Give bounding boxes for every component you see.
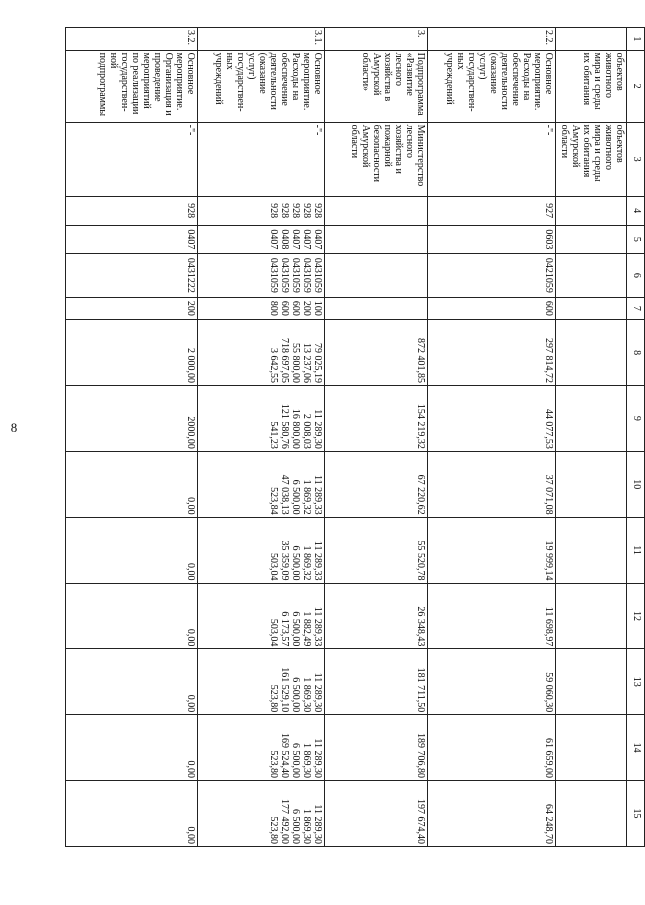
table-cell-col-6 <box>324 254 427 297</box>
table-cell-col-9: 154 219,32 <box>324 385 427 451</box>
table-cell-col-12: 11 289,33 1 882,49 6 500,00 6 173,57 503,04 <box>198 583 324 649</box>
table-cell-col-6: 0431222 <box>66 254 198 297</box>
table-cell-col-7 <box>556 297 627 320</box>
table-cell-col-8: 297 814,72 <box>427 320 555 386</box>
table-cell-col-5: 0603 <box>427 225 555 254</box>
column-number: 7 <box>627 297 645 320</box>
column-number: 5 <box>627 225 645 254</box>
column-number: 3 <box>627 122 645 196</box>
table-cell-col-1: 3. <box>324 28 427 51</box>
table-cell-col-4 <box>324 196 427 225</box>
column-number: 9 <box>627 385 645 451</box>
table-cell-col-3: -"- <box>66 122 198 196</box>
table-cell-col-6: 0431059 0431059 0431059 0431059 0431059 <box>198 254 324 297</box>
table-cell-col-11: 19 999,14 <box>427 517 555 583</box>
table-cell-col-1 <box>556 28 627 51</box>
table-cell-col-1: 3.1. <box>198 28 324 51</box>
table-cell-col-14: 0,00 <box>66 715 198 781</box>
column-number: 13 <box>627 649 645 715</box>
column-number: 8 <box>627 320 645 386</box>
table-cell-col-1: 3.2. <box>66 28 198 51</box>
table-cell-col-5 <box>324 225 427 254</box>
table-cell-col-3: Министерство лесного хозяйства и пожарной безопасности Амурской области <box>324 122 427 196</box>
table-row <box>556 28 627 847</box>
column-number: 2 <box>627 50 645 122</box>
table-cell-col-4: 928 928 928 928 928 <box>198 196 324 225</box>
budget-table <box>65 27 645 847</box>
table-cell-col-2: Основное мероприятие. Расходы на обеспечение деятельности (оказание услуг) государствен- ных учреждений <box>427 50 555 122</box>
column-number-row <box>627 28 645 847</box>
table-cell-col-14 <box>556 715 627 781</box>
table-row <box>66 28 198 847</box>
table-cell-col-13: 0,00 <box>66 649 198 715</box>
table-cell-col-5 <box>556 225 627 254</box>
table-cell-col-3: объектов животного мира и среды их обитания Амурской области <box>556 122 627 196</box>
table-cell-col-4: 927 <box>427 196 555 225</box>
table-cell-col-15 <box>556 781 627 847</box>
table-cell-col-3: -"- <box>427 122 555 196</box>
table-cell-col-14: 189 706,80 <box>324 715 427 781</box>
table-cell-col-6 <box>556 254 627 297</box>
column-number: 4 <box>627 196 645 225</box>
column-number: 15 <box>627 781 645 847</box>
table-cell-col-8: 872 401,85 <box>324 320 427 386</box>
page-number: 8 <box>10 420 18 435</box>
table-cell-col-15: 0,00 <box>66 781 198 847</box>
table-cell-col-8: 79 025,19 13 237,06 55 800,00 718 697,05 3 642,55 <box>198 320 324 386</box>
table-cell-col-12: 11 698,97 <box>427 583 555 649</box>
table-cell-col-11: 11 289,33 1 869,32 6 500,00 35 359,09 503,04 <box>198 517 324 583</box>
table-cell-col-4: 928 <box>66 196 198 225</box>
table-cell-col-10 <box>556 451 627 517</box>
table-row <box>324 28 427 847</box>
table-cell-col-8 <box>556 320 627 386</box>
rotated-table-container <box>65 27 645 847</box>
table-cell-col-13: 11 289,30 1 869,30 6 500,00 161 529,10 523,80 <box>198 649 324 715</box>
table-row <box>198 28 324 847</box>
table-cell-col-13 <box>556 649 627 715</box>
table-cell-col-2: Основное мероприятие. Расходы на обеспечение деятельности (оказание услуг) государствен- ных учреждений <box>198 50 324 122</box>
table-cell-col-9: 2000,00 <box>66 385 198 451</box>
table-cell-col-11 <box>556 517 627 583</box>
table-cell-col-5: 0407 0407 0407 0408 0407 <box>198 225 324 254</box>
table-cell-col-2: Основное мероприятие. Организация и проведение мероприятий по реализации государствен- ной подпрограммы <box>66 50 198 122</box>
table-cell-col-1: 2.2. <box>427 28 555 51</box>
table-cell-col-9: 11 289,30 2 008,03 16 800,00 121 580,76 541,23 <box>198 385 324 451</box>
table-cell-col-15: 197 674,40 <box>324 781 427 847</box>
table-cell-col-15: 64 248,70 <box>427 781 555 847</box>
table-cell-col-9 <box>556 385 627 451</box>
column-number: 6 <box>627 254 645 297</box>
column-number: 12 <box>627 583 645 649</box>
table-cell-col-6: 0421059 <box>427 254 555 297</box>
table-cell-col-3: -"- <box>198 122 324 196</box>
table-cell-col-11: 0,00 <box>66 517 198 583</box>
table-cell-col-14: 61 659,00 <box>427 715 555 781</box>
table-cell-col-14: 11 289,30 1 869,30 6 500,00 169 524,40 523,80 <box>198 715 324 781</box>
table-cell-col-10: 0,00 <box>66 451 198 517</box>
table-cell-col-5: 0407 <box>66 225 198 254</box>
table-cell-col-15: 11 289,30 1 869,30 6 500,00 177 492,00 523,80 <box>198 781 324 847</box>
table-cell-col-7: 200 <box>66 297 198 320</box>
column-number: 10 <box>627 451 645 517</box>
table-cell-col-13: 181 711,50 <box>324 649 427 715</box>
column-number: 14 <box>627 715 645 781</box>
table-cell-col-12: 0,00 <box>66 583 198 649</box>
table-cell-col-7: 100 200 600 600 800 <box>198 297 324 320</box>
table-cell-col-10: 11 289,33 1 869,32 6 500,00 47 038,13 523,84 <box>198 451 324 517</box>
table-cell-col-7: 600 <box>427 297 555 320</box>
table-row <box>427 28 555 847</box>
table-cell-col-13: 59 060,30 <box>427 649 555 715</box>
table-cell-col-11: 55 520,78 <box>324 517 427 583</box>
table-cell-col-7 <box>324 297 427 320</box>
column-number: 1 <box>627 28 645 51</box>
table-cell-col-10: 67 220,62 <box>324 451 427 517</box>
table-cell-col-2: Подпрограмма «Развитие лесного хозяйства в Амурской области» <box>324 50 427 122</box>
table-cell-col-2: объектов животного мира и среды их обитания <box>556 50 627 122</box>
table-cell-col-10: 37 071,08 <box>427 451 555 517</box>
table-cell-col-8: 2 000,00 <box>66 320 198 386</box>
table-cell-col-4 <box>556 196 627 225</box>
table-cell-col-12: 26 348,43 <box>324 583 427 649</box>
column-number: 11 <box>627 517 645 583</box>
table-cell-col-9: 44 077,53 <box>427 385 555 451</box>
table-cell-col-12 <box>556 583 627 649</box>
